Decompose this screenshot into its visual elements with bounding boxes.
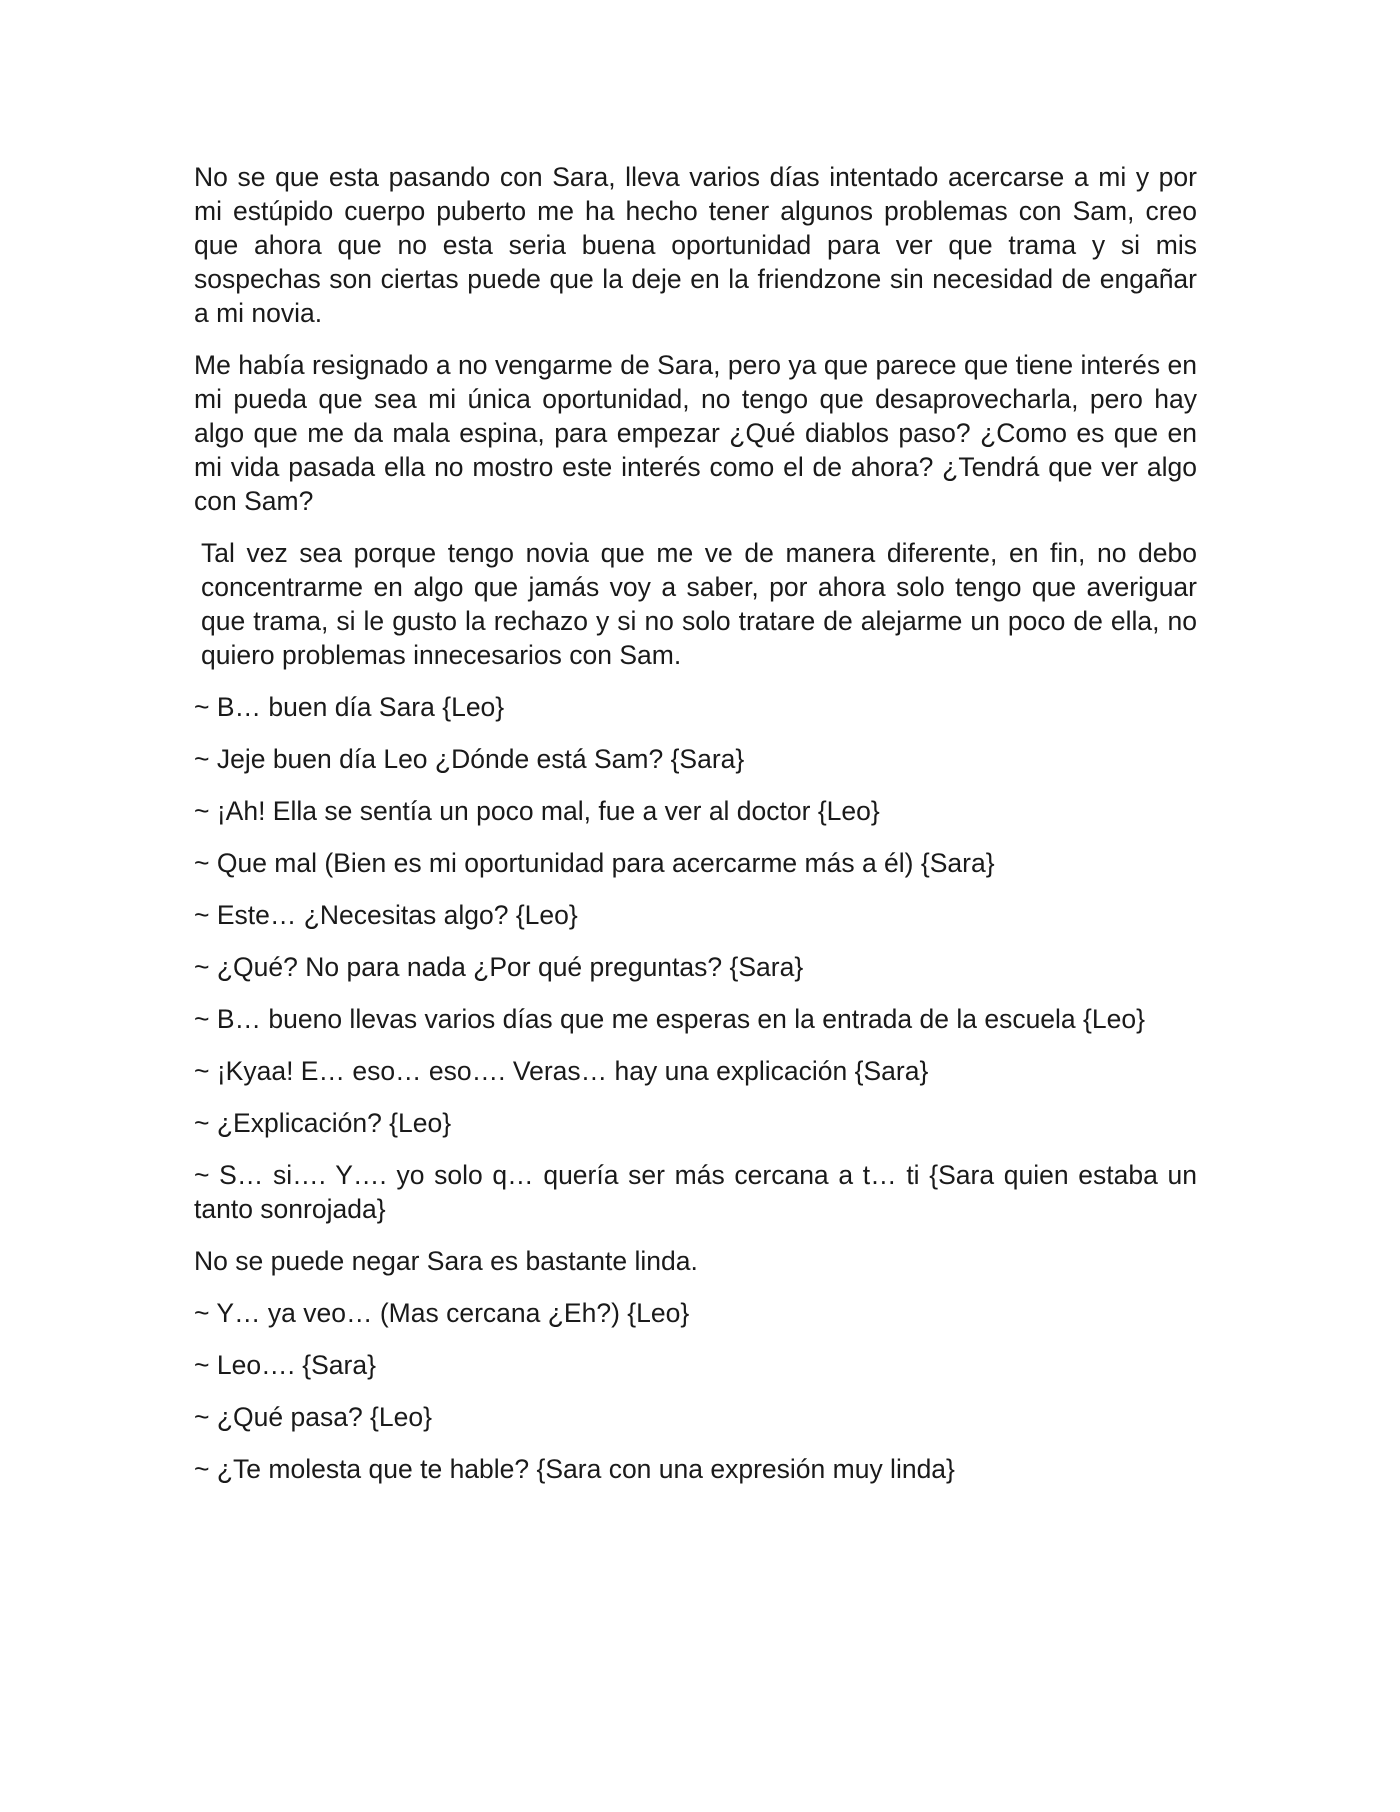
- dialogue-line-7: ~ B… bueno llevas varios días que me esperas en la entrada de la escuela {Leo}: [194, 1004, 1145, 1034]
- dialogue-line-9: ~ ¿Explicación? {Leo}: [194, 1108, 452, 1138]
- dialogue-line-2: ~ Jeje buen día Leo ¿Dónde está Sam? {Sara}: [194, 744, 745, 774]
- narration-line: No se puede negar Sara es bastante linda.: [194, 1246, 698, 1276]
- dialogue-line-5: ~ Este… ¿Necesitas algo? {Leo}: [194, 900, 578, 930]
- dialogue-line-3: ~ ¡Ah! Ella se sentía un poco mal, fue a ver al doctor {Leo}: [194, 796, 880, 826]
- dialogue-line-12: ~ Leo…. {Sara}: [194, 1350, 376, 1380]
- dialogue-line-4: ~ Que mal (Bien es mi oportunidad para acercarme más a él) {Sara}: [194, 848, 995, 878]
- dialogue-line-14: ~ ¿Te molesta que te hable? {Sara con una expresión muy linda}: [194, 1454, 955, 1484]
- document-page: [194, 160, 1197, 1504]
- narration-paragraph-1: No se que esta pasando con Sara, lleva varios días intentado acercarse a mi y por mi estúpido cuerpo puberto me ha hecho tener algunos problemas con Sam, creo que ahora que no esta seria buena oportunidad para ver que trama y si mis sospechas son ciertas puede que la deje en la friendzone sin necesidad de engañar a mi novia.: [194, 162, 1197, 328]
- dialogue-line-6: ~ ¿Qué? No para nada ¿Por qué preguntas? {Sara}: [194, 952, 804, 982]
- dialogue-line-1: ~ B… buen día Sara {Leo}: [194, 692, 505, 722]
- dialogue-line-10: ~ S… si…. Y…. yo solo q… quería ser más cercana a t… ti {Sara quien estaba un tanto sonrojada}: [194, 1160, 1197, 1224]
- dialogue-line-13: ~ ¿Qué pasa? {Leo}: [194, 1402, 432, 1432]
- dialogue-line-11: ~ Y… ya veo… (Mas cercana ¿Eh?) {Leo}: [194, 1298, 690, 1328]
- dialogue-line-8: ~ ¡Kyaa! E… eso… eso…. Veras… hay una explicación {Sara}: [194, 1056, 929, 1086]
- narration-paragraph-3: Tal vez sea porque tengo novia que me ve de manera diferente, en fin, no debo concentrarme en algo que jamás voy a saber, por ahora solo tengo que averiguar que trama, si le gusto la rechazo y si no solo tratare de alejarme un poco de ella, no quiero problemas innecesarios con Sam.: [201, 538, 1197, 670]
- narration-paragraph-2: Me había resignado a no vengarme de Sara, pero ya que parece que tiene interés en mi pueda que sea mi única oportunidad, no tengo que desaprovecharla, pero hay algo que me da mala espina, para empezar ¿Qué diablos paso? ¿Como es que en mi vida pasada ella no mostro este interés como el de ahora? ¿Tendrá que ver algo con Sam?: [194, 350, 1197, 516]
